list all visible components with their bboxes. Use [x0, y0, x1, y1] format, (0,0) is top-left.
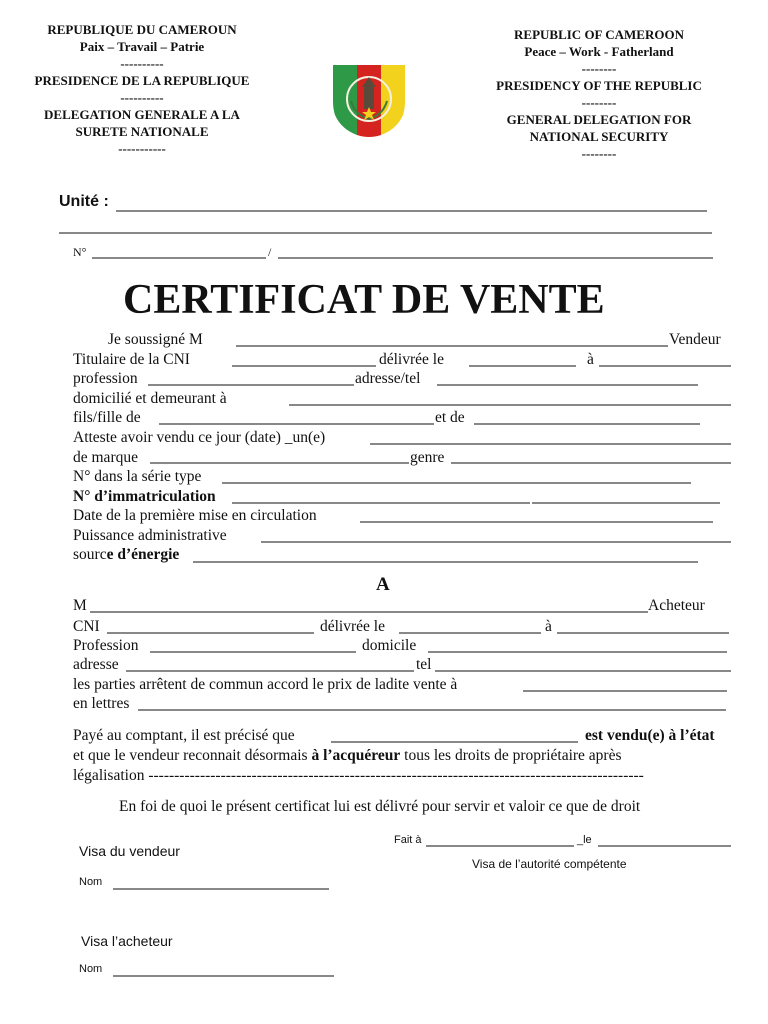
header-fr-line: ----------	[120, 90, 164, 105]
seller-parents-and-label: et de	[435, 409, 465, 426]
payment-line-2	[73, 747, 622, 765]
buyer-m-label: M	[73, 597, 87, 614]
header-fr-line: -----------	[118, 141, 166, 156]
buyer-fill-lines	[0, 590, 768, 720]
visa-vendeur-nom-label: Nom	[79, 876, 103, 888]
unite-label: Unité :	[59, 193, 109, 210]
header-en-line: REPUBLIC OF CAMEROON	[514, 27, 684, 42]
le-label: _le	[577, 834, 592, 846]
seller-genre-label: genre	[410, 449, 445, 466]
numero-label: N°	[73, 245, 87, 259]
seller-domicile-label: domicilié et demeurant à	[73, 390, 227, 407]
document-title: CERTIFICAT DE VENTE	[123, 277, 605, 323]
seller-cni-at-label: à	[587, 351, 594, 368]
header-fr-line: PRESIDENCE DE LA REPUBLIQUE	[34, 73, 250, 88]
signature-fill-lines	[0, 830, 768, 980]
visa-acheteur-label: Visa l’acheteur	[81, 933, 173, 949]
buyer-tel-label: tel	[416, 656, 432, 673]
buyer-profession-label: Profession	[73, 637, 139, 654]
seller-cni-delivered-label: délivrée le	[379, 351, 444, 368]
header-fr-line: SURETE NATIONALE	[75, 124, 209, 139]
seller-power-label: Puissance administrative	[73, 527, 227, 544]
seller-energy-label-pre: sourc	[73, 546, 107, 563]
buyer-letters-label: en lettres	[73, 695, 130, 712]
seller-profession-label: profession	[73, 370, 138, 387]
header-fr-line: Paix – Travail – Patrie	[79, 39, 205, 54]
authority-visa-label: Visa de l’autorité compétente	[472, 857, 627, 871]
a-separator-label: A	[376, 574, 390, 595]
buyer-cni-label: CNI	[73, 618, 100, 635]
seller-parents-label: fils/fille de	[73, 409, 141, 426]
header-en-line: --------	[581, 146, 617, 161]
seller-cni-label: Titulaire de la CNI	[73, 351, 190, 368]
seller-registration-label: N° d’immatriculation	[73, 488, 216, 505]
payment-line-1-post: est vendu(e) à l’état	[585, 727, 715, 744]
fait-a-label: Fait à	[394, 834, 422, 846]
seller-first-circulation-label: Date de la première mise en circulation	[73, 507, 317, 524]
header-fr-line: DELEGATION GENERALE A LA	[44, 107, 240, 122]
seller-address-label: adresse/tel	[355, 370, 421, 387]
header-en-line: GENERAL DELEGATION FOR	[506, 112, 692, 127]
payment-line-2-post: tous les droits de propriétaire après	[404, 747, 622, 764]
header-fr-line: REPUBLIQUE DU CAMEROUN	[47, 22, 237, 37]
visa-acheteur-nom-label: Nom	[79, 963, 103, 975]
header-en-line: Peace – Work - Fatherland	[524, 44, 674, 59]
payment-line-2-bold: à l’acquéreur	[311, 747, 401, 764]
seller-name-label: Je soussigné M	[108, 331, 203, 348]
payment-line-1-pre: Payé au comptant, il est précisé que	[73, 727, 295, 744]
numero-slash: /	[268, 245, 272, 259]
header-en-line: --------	[581, 95, 617, 110]
seller-brand-label: de marque	[73, 449, 138, 466]
buyer-cni-delivered-label: délivrée le	[320, 618, 385, 635]
seller-energy-label-post: e d’énergie	[106, 546, 180, 563]
header-en-line: PRESIDENCY OF THE REPUBLIC	[496, 78, 702, 93]
seller-sold-label: Atteste avoir vendu ce jour (date) _un(e)	[73, 429, 326, 446]
buyer-price-label: les parties arrêtent de commun accord le prix de ladite vente à	[73, 676, 458, 693]
seller-vendeur-label: Vendeur	[669, 331, 721, 348]
header-en-line: NATIONAL SECURITY	[529, 129, 669, 144]
payment-line-2-pre: et que le vendeur reconnait désormais	[73, 747, 308, 764]
seller-series-label: N° dans la série type	[73, 468, 202, 485]
header-fr-line: ----------	[120, 56, 164, 71]
payment-line-3: légalisation ------------------------------------------------------------------------------------------------	[73, 767, 644, 784]
buyer-address-label: adresse	[73, 656, 119, 673]
buyer-domicile-label: domicile	[362, 637, 417, 654]
buyer-acheteur-label: Acheteur	[648, 597, 705, 614]
header-en-line: --------	[581, 61, 617, 76]
buyer-cni-at-label: à	[545, 618, 552, 635]
visa-vendeur-label: Visa du vendeur	[79, 843, 180, 859]
closing-statement: En foi de quoi le présent certificat lui est délivré pour servir et valoir ce que de droit	[119, 798, 641, 815]
